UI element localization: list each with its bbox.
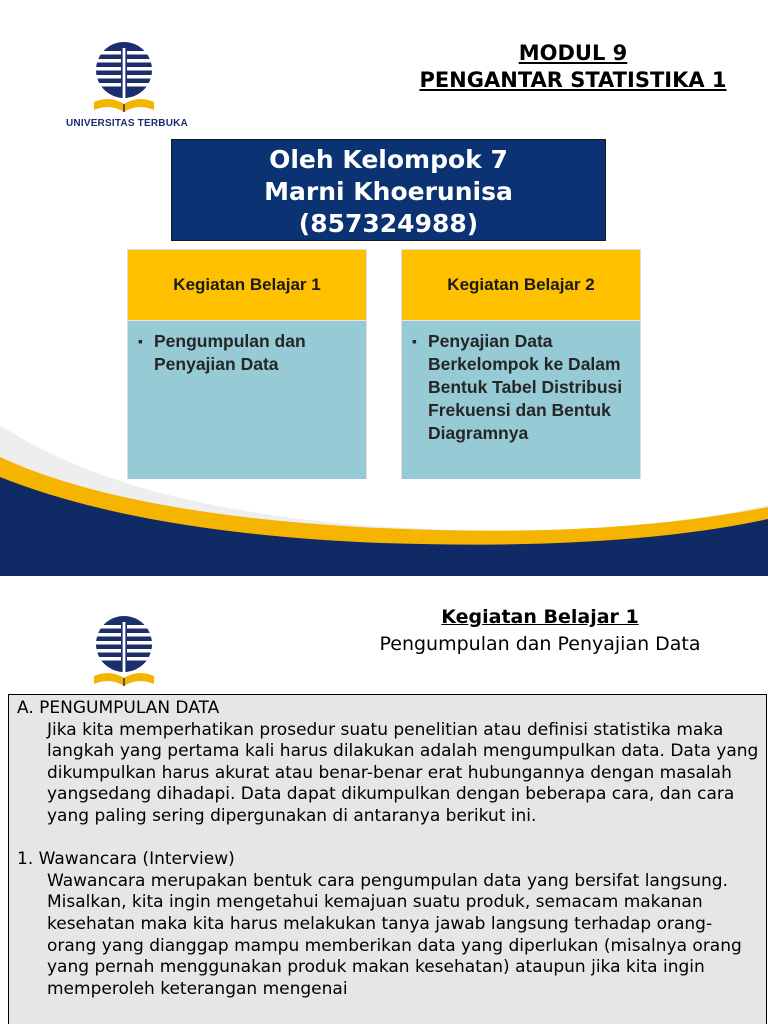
bullet-icon: ▪	[138, 333, 143, 349]
kb-card-header: Kegiatan Belajar 1	[128, 250, 366, 321]
item-heading: 1. Wawancara (Interview)	[17, 849, 235, 870]
kb-card-bullet: Penyajian Data Berkelompok ke Dalam Bentuk Tabel Distribusi Frekuensi dan Bentuk Diagramnya	[428, 331, 623, 443]
module-name: PENGANTAR STATISTIKA 1	[419, 68, 727, 92]
kb-card-bullet: Pengumpulan dan Penyajian Data	[154, 331, 306, 374]
universitas-terbuka-logo-icon	[88, 40, 160, 118]
slide-kegiatan-belajar-1	[0, 576, 768, 1024]
group-label: Oleh Kelompok 7	[269, 145, 508, 174]
item-paragraph: Wawancara merupakan bentuk cara pengumpulan data yang bersifat langsung. Misalkan, kita ingin mengetahui kemajuan suatu produk, semacam makanan kesehatan maka kita harus melakukan tanya jawab langsung terhadap orang-orang yang dianggap mampu memberikan data yang diperlukan (misalnya orang yang pernah menggunakan produk makan kesehatan) ataupun jika kita ingin memperoleh keterangan mengenai	[47, 870, 742, 999]
content-box	[8, 694, 767, 1024]
author-name: Marni Khoerunisa	[264, 177, 513, 206]
module-number: MODUL 9	[518, 41, 628, 65]
page-subtitle: Pengumpulan dan Penyajian Data	[379, 633, 701, 655]
section-paragraph: Jika kita memperhatikan prosedur suatu penelitian atau definisi statistika maka langkah yang pertama kali harus dilakukan adalah mengumpulkan data. Data yang dikumpulkan harus akurat atau benar-benar erat hubungannya dengan masalah yangsedang dihadapi. Data dapat dikumpulkan dengan beberapa cara, dan cara yang paling sering dipergunakan di antaranya berikut ini.	[47, 719, 759, 826]
spacer	[17, 828, 760, 850]
module-title	[390, 40, 756, 94]
kb-card-header: Kegiatan Belajar 2	[402, 250, 640, 321]
page-title: Kegiatan Belajar 1	[441, 606, 639, 628]
logo-text: UNIVERSITAS TERBUKA	[66, 118, 188, 129]
universitas-terbuka-logo-icon	[88, 614, 160, 692]
section-heading: A. PENGUMPULAN DATA	[17, 698, 220, 718]
student-id: (857324988)	[298, 209, 479, 238]
decorative-wave-icon	[0, 395, 768, 576]
bullet-icon: ▪	[412, 333, 417, 349]
author-box	[171, 139, 606, 241]
